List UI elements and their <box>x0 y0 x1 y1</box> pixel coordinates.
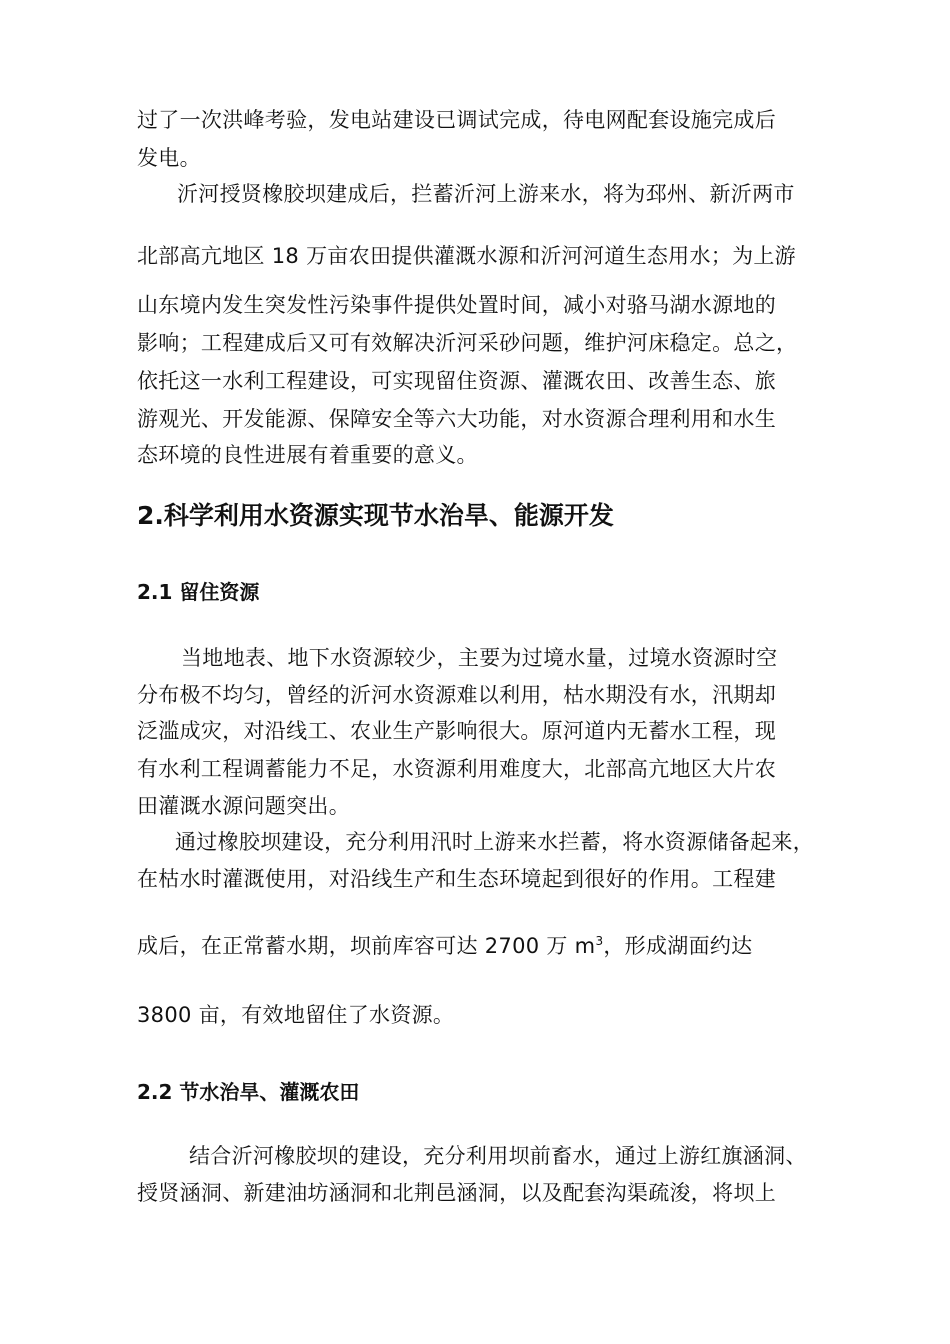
text-segment: ，形成湖面约达 <box>603 934 753 958</box>
paragraph-line: 在枯水时灌溉使用，对沿线生产和生态环境起到很好的作用。工程建 <box>137 867 776 891</box>
paragraph-line: 影响；工程建成后又可有效解决沂河采砂问题，维护河床稳定。总之， <box>137 331 798 355</box>
paragraph-line: 沂河授贤橡胶坝建成后，拦蓄沂河上游来水，将为邳州、新沂两市 <box>177 182 795 206</box>
paragraph-line: 游观光、开发能源、保障安全等六大功能，对水资源合理利用和水生 <box>137 407 776 431</box>
text-segment: 成后，在正常蓄水期，坝前库容可达 2700 万 m <box>137 934 596 958</box>
section-heading: 2.科学利用水资源实现节水治旱、能源开发 <box>137 501 614 530</box>
paragraph-line: 过了一次洪峰考验，发电站建设已调试完成，待电网配套设施完成后 <box>137 108 776 132</box>
paragraph-line <box>137 927 752 960</box>
subsection-heading: 2.2 节水治旱、灌溉农田 <box>137 1080 360 1104</box>
paragraph-line: 发电。 <box>137 146 201 170</box>
paragraph-line: 分布极不均匀，曾经的沂河水资源难以利用，枯水期没有水，汛期却 <box>137 683 776 707</box>
superscript: 3 <box>595 934 604 948</box>
paragraph-line: 结合沂河橡胶坝的建设，充分利用坝前畜水，通过上游红旗涵洞、 <box>189 1144 807 1168</box>
paragraph-line: 当地地表、地下水资源较少，主要为过境水量，过境水资源时空 <box>181 646 778 670</box>
paragraph-line: 北部高亢地区 18 万亩农田提供灌溉水源和沂河河道生态用水；为上游 <box>137 244 796 268</box>
paragraph-line: 3800 亩，有效地留住了水资源。 <box>137 1003 455 1027</box>
paragraph-line: 授贤涵洞、新建油坊涵洞和北荆邑涵洞，以及配套沟渠疏浚，将坝上 <box>137 1181 776 1205</box>
paragraph-line: 态环境的良性进展有着重要的意义。 <box>137 443 478 467</box>
paragraph-line: 通过橡胶坝建设，充分利用汛时上游来水拦蓄，将水资源储备起来， <box>175 830 814 854</box>
paragraph-line: 有水利工程调蓄能力不足，水资源利用难度大，北部高亢地区大片农 <box>137 757 776 781</box>
subsection-heading: 2.1 留住资源 <box>137 580 260 604</box>
paragraph-line: 依托这一水利工程建设，可实现留住资源、灌溉农田、改善生态、旅 <box>137 369 776 393</box>
paragraph-line: 山东境内发生突发性污染事件提供处置时间，减小对骆马湖水源地的 <box>137 293 776 317</box>
paragraph-line: 泛滥成灾，对沿线工、农业生产影响很大。原河道内无蓄水工程，现 <box>137 719 776 743</box>
paragraph-line: 田灌溉水源问题突出。 <box>137 794 350 818</box>
